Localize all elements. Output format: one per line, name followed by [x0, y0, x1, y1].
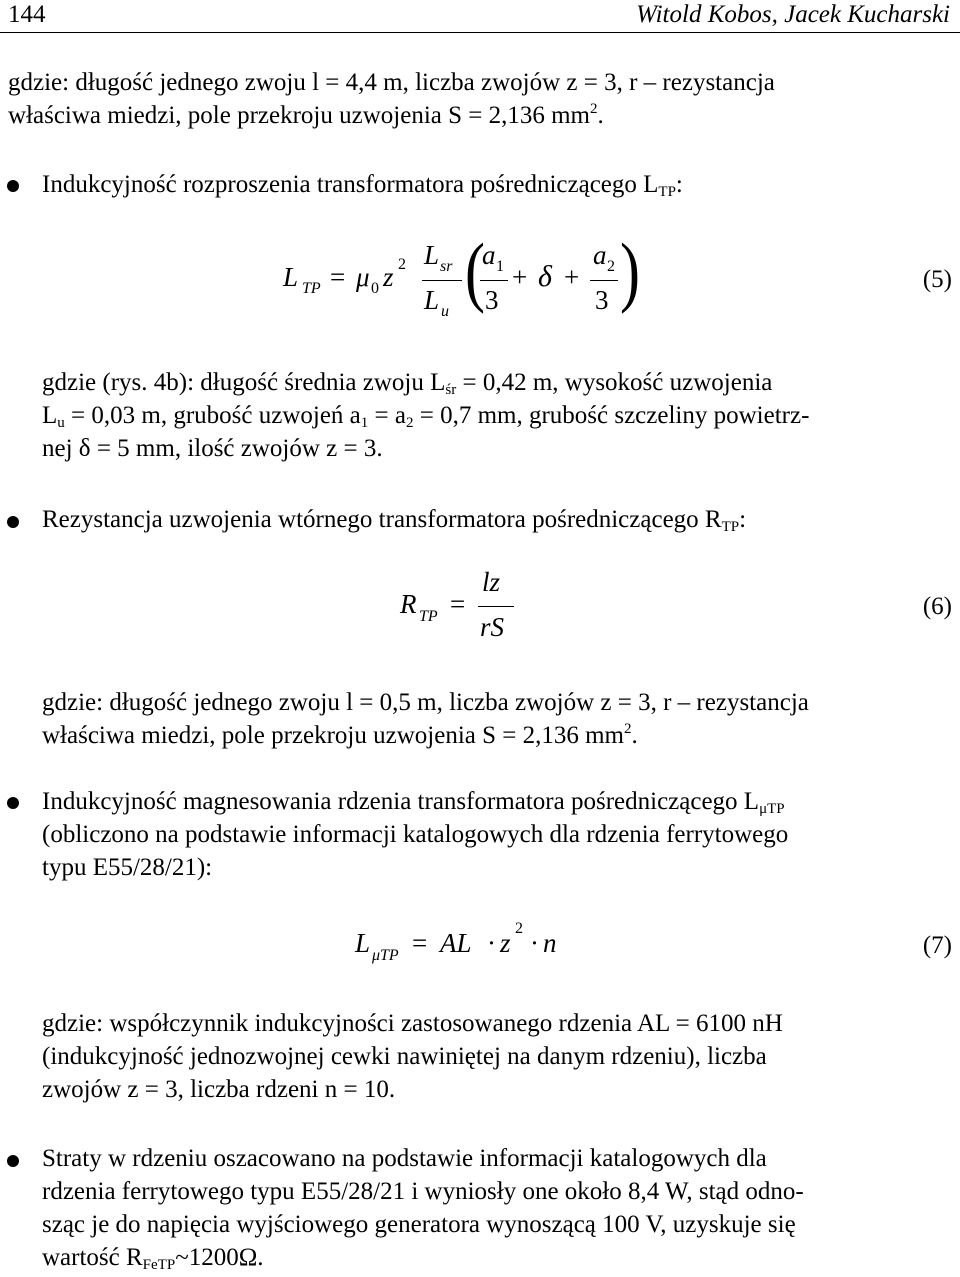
equation-number: (5)	[922, 266, 952, 293]
text-line: typu E55/28/21):	[42, 854, 213, 881]
bullet-item-secondary-resistance: Rezystancja uzwojenia wtórnego transformatora pośredniczącego $R_{TP}$:	[42, 506, 747, 535]
bullet-icon	[7, 516, 19, 528]
paragraph-resistance-def-2	[42, 686, 954, 752]
right-paren: )	[620, 228, 640, 314]
text-line: gdzie (rys. 4b): długość średnia zwoju $L_{śr} = 0,42$ m, wysokość uzwojenia	[42, 369, 773, 398]
text-line: właściwa miedzi, pole przekroju uzwojenia S = 2,136 $mm^2$.	[42, 721, 638, 749]
header-rule	[0, 32, 960, 33]
text-line: $L_u = 0,03$ m, grubość uzwojeń $a_1 = a_2 = 0,7$ mm, grubość szczeliny powietrz-	[42, 402, 810, 431]
text-line: gdzie: długość jednego zwoju l = 4,4 m, liczba zwojów z = 3, r – rezystancja	[8, 69, 775, 96]
text-line: rdzenia ferrytowego typu E55/28/21 i wyniosły one około 8,4 W, stąd odno-	[42, 1178, 804, 1205]
equation-number: (6)	[922, 593, 952, 620]
equation-number: (7)	[922, 932, 952, 959]
text-line: gdzie: współczynnik indukcyjności zastosowanego rdzenia AL = 6100 nH	[42, 1010, 783, 1037]
text-line: gdzie: długość jednego zwoju l = 0,5 m, liczba zwojów z = 3, r – rezystancja	[42, 689, 809, 716]
text-line: (obliczono na podstawie informacji katalogowych dla rdzenia ferrytowego	[42, 821, 789, 848]
equation-6: R TP = lz rS (6)	[400, 567, 952, 642]
paragraph-eq7-params	[42, 1007, 954, 1106]
fraction-bar	[422, 280, 462, 281]
bullet-icon	[7, 180, 19, 192]
fraction-bar	[478, 606, 514, 607]
fraction-bar	[590, 280, 618, 281]
page-number: 144	[8, 1, 46, 28]
text-line: wartość $R_{FeTP}\sim 1200\Omega$.	[42, 1244, 264, 1273]
text-line: (indukcyjność jednozwojnej cewki nawiniętej na danym rdzeniu), liczba	[42, 1043, 767, 1070]
text-line: nej δ = 5 mm, ilość zwojów z = 3.	[42, 435, 383, 462]
paragraph-resistance-def-1	[8, 66, 954, 132]
bullet-icon	[7, 797, 19, 809]
left-paren: (	[465, 228, 485, 314]
bullet-icon	[7, 1155, 19, 1167]
text-line: sząc je do napięcia wyjściowego generatora wynoszącą 100 V, uzyskuje się	[42, 1211, 796, 1238]
bullet-item-core-losses	[42, 1142, 954, 1274]
fraction-bar	[480, 280, 508, 281]
equation-7: L μTP = AL · z 2 · n (7)	[355, 920, 952, 964]
text-line: właściwa miedzi, pole przekroju uzwojenia S = 2,136 $mm^2$.	[8, 101, 604, 129]
bullet-item-magnetizing-inductance	[42, 785, 954, 884]
running-head: Witold Kobos, Jacek Kucharski	[636, 1, 950, 28]
text-line: Straty w rdzeniu oszacowano na podstawie informacji katalogowych dla	[42, 1145, 767, 1172]
text-line: zwojów z = 3, liczba rdzeni n = 10.	[42, 1076, 396, 1103]
equation-5: L TP = μ 0 z 2 L sr L u ( a 1 3 + δ + a 2 3 ) (5)	[283, 228, 952, 320]
page-header	[0, 0, 960, 36]
text-line: Indukcyjność magnesowania rdzenia transformatora pośredniczącego $L_{\mu TP}$	[42, 788, 785, 817]
bullet-item-leakage-inductance: Indukcyjność rozproszenia transformatora pośredniczącego $L_{TP}$:	[42, 171, 683, 200]
paragraph-eq5-params	[42, 366, 954, 465]
